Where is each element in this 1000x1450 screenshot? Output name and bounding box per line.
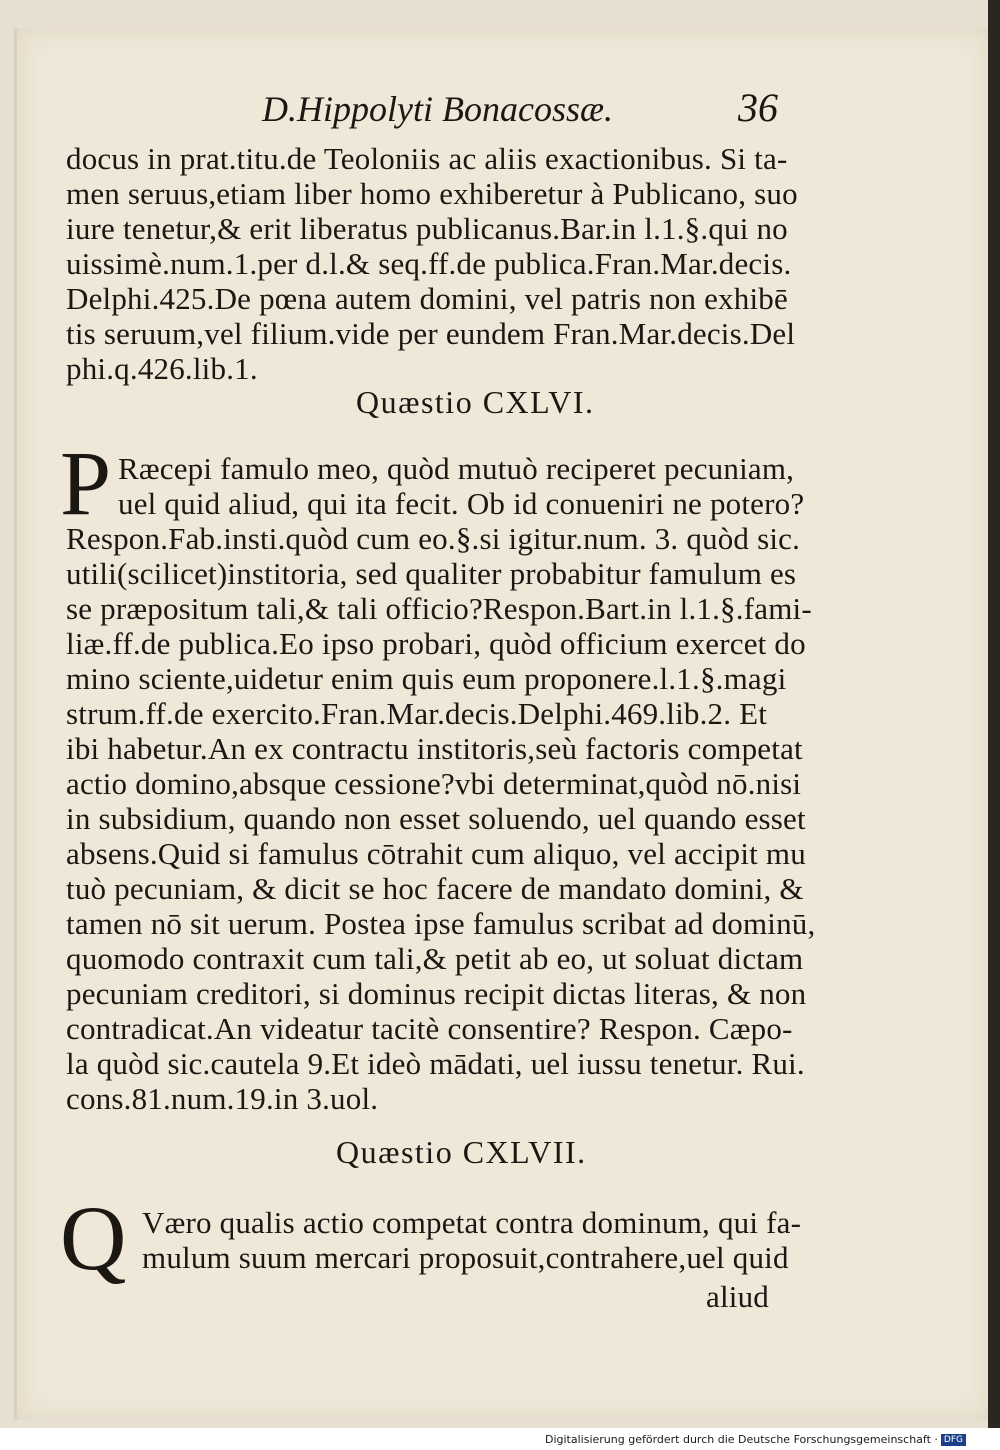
text-line: utili(scilicet)institoria, sed qualiter probabitur famulum es <box>66 556 797 591</box>
text-line: pecuniam creditori, si dominus recipit dictas literas, & non <box>66 976 807 1011</box>
text-line: mulum suum mercari proposuit,contrahere,uel quid <box>142 1240 789 1275</box>
text-line: mino sciente,uidetur enim quis eum proponere.l.1.§.magi <box>66 661 787 696</box>
text-line: liæ.ff.de publica.Eo ipso probari, quòd officium exercet do <box>66 626 806 661</box>
text-line: Ræcepi famulo meo, quòd mutuò reciperet pecuniam, <box>118 451 795 486</box>
text-line: tamen nō sit uerum. Postea ipse famulus scribat ad dominū, <box>66 906 816 941</box>
text-line: tis seruum,vel filium.vide per eundem Fran.Mar.decis.Del <box>66 316 796 351</box>
text-line: iure tenetur,& erit liberatus publicanus.Bar.in l.1.§.qui no <box>66 211 788 246</box>
drop-cap: P <box>60 432 112 534</box>
text-line: quomodo contraxit cum tali,& petit ab eo, ut soluat dictam <box>66 941 804 976</box>
text-line: Væro qualis actio competat contra dominum, qui fa- <box>142 1205 802 1240</box>
text-line: se præpositum tali,& tali officio?Respon.Bart.in l.1.§.fami- <box>66 591 812 626</box>
text-line: docus in prat.titu.de Teoloniis ac aliis exactionibus. Si ta- <box>66 141 788 176</box>
text-line: tuò pecuniam, & dicit se hoc facere de mandato domini, & <box>66 871 804 906</box>
scan-edge <box>988 0 1000 1428</box>
text-line: cons.81.num.19.in 3.uol. <box>66 1081 379 1116</box>
page-number: 36 <box>738 85 778 130</box>
digitization-credit <box>545 1433 966 1446</box>
catchword: aliud <box>706 1279 769 1314</box>
text-line: absens.Quid si famulus cōtrahit cum aliquo, vel accipit mu <box>66 836 806 871</box>
text-line: phi.q.426.lib.1. <box>66 351 258 386</box>
text-line: Delphi.425.De pœna autem domini, vel patris non exhibē <box>66 281 788 316</box>
text-line: ibi habetur.An ex contractu institoris,seù factoris competat <box>66 731 803 766</box>
section-heading: Quæstio CXLVII. <box>336 1134 587 1170</box>
text-line: strum.ff.de exercito.Fran.Mar.decis.Delphi.469.lib.2. Et <box>66 696 768 731</box>
text-line: actio domino,absque cessione?vbi determinat,quòd nō.nisi <box>66 766 802 801</box>
text-line: la quòd sic.cautela 9.Et ideò mādati, uel iussu tenetur. Rui. <box>66 1046 805 1081</box>
drop-cap: Q <box>60 1187 127 1289</box>
text-line: contradicat.An videatur tacitè consentire? Respon. Cæpo- <box>66 1011 793 1046</box>
dfg-logo: DFG <box>941 1434 966 1446</box>
section-heading: Quæstio CXLVI. <box>356 384 595 420</box>
text-line: in subsidium, quando non esset soluendo, uel quando esset <box>66 801 806 836</box>
credit-text: Digitalisierung gefördert durch die Deutsche Forschungsgemeinschaft · <box>544 1433 938 1446</box>
text-line: uel quid aliud, qui ita fecit. Ob id conueniri ne potero? <box>118 486 805 521</box>
text-line: Respon.Fab.insti.quòd cum eo.§.si igitur.num. 3. quòd sic. <box>66 521 801 556</box>
text-line: men seruus,etiam liber homo exhiberetur à Publicano, suo <box>66 176 798 211</box>
text-line: uissimè.num.1.per d.l.& seq.ff.de publica.Fran.Mar.decis. <box>66 246 792 281</box>
running-title: D.Hippolyti Bonacossæ. <box>262 89 613 129</box>
